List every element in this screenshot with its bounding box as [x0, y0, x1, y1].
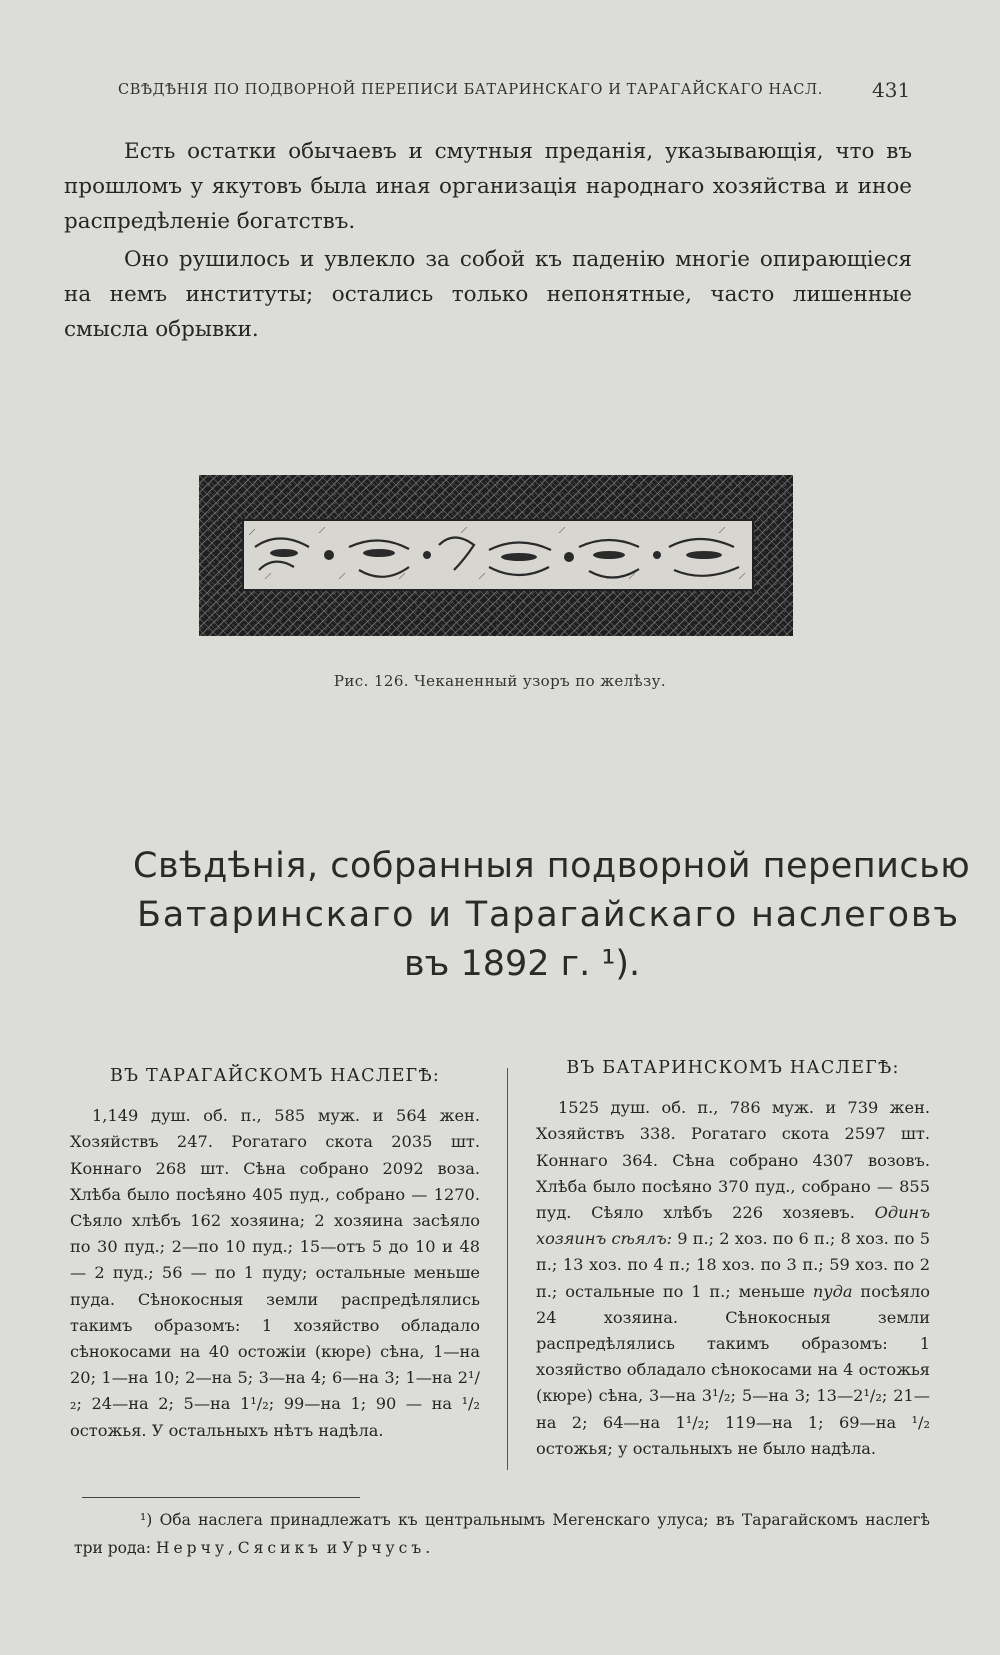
running-head: СВѢДѢНІЯ ПО ПОДВОРНОЙ ПЕРЕПИСИ БАТАРИНСКАГО И ТАРАГАЙСКАГО НАСЛ. — [118, 82, 823, 98]
intro-paragraph-1: Есть остатки обычаевъ и смутныя преданія, указывающія, что въ прошломъ у якутовъ была иная организація народнаго хозяйства и иное распредѣленіе богатствъ. — [64, 139, 912, 234]
clan-name-urchus: Урчусъ — [342, 1539, 426, 1557]
footnote-rule — [82, 1497, 360, 1498]
batarin-text-part-1: 1525 душ. об. п., 786 муж. и 739 жен. Хозяйствъ 338. Рогатаго скота 2597 шт. Коннаго 364. Сѣна собрано 4307 возовъ. Хлѣба было посѣяно 370 пуд., собрано — 855 пуд. Сѣяло хлѣбъ 226 хозяевъ. — [536, 1098, 930, 1223]
batarin-column — [536, 1055, 930, 1462]
footnote-sep-2: и — [322, 1539, 343, 1557]
batarin-text-part-3: посѣяло 24 хозяина. Сѣнокосныя земли распредѣлялись такимъ образомъ: 1 хозяйство обладало сѣнокосами на 4 остожья (кюре) сѣна, 3—на 3¹/₂; 5—на 3; 13—2¹/₂; 21—на 2; 64—на 1¹/₂; 119—на 1; 69—на ¹/₂ остожья; у остальныхъ не было надѣла. — [536, 1281, 931, 1458]
batarin-text-italic-2: пуда — [812, 1281, 853, 1301]
clan-name-syasik: Сясикъ — [237, 1539, 322, 1557]
section-title-line-2: Батаринскаго и Тарагайскаго наслеговъ — [137, 895, 960, 935]
batarin-text-part-2: 9 п.; 2 хоз. по 6 п.; 8 хоз. по 5 п.; 13 хоз. по 4 п.; 18 хоз. по 3 п.; 59 хоз. по 2 п.; остальные по 1 п.; меньше — [536, 1229, 931, 1301]
taragai-heading: ВЪ ТАРАГАЙСКОМЪ НАСЛЕГѢ: — [110, 1066, 440, 1086]
footnote-sep-1: , — [227, 1539, 238, 1557]
clan-name-nerchu: Нерчу — [155, 1539, 228, 1557]
intro-paragraph-2: Оно рушилось и увлекло за собой къ паденію многіе опирающіеся на немъ институты; остались только непонятные, часто лишенные смысла обрывки. — [64, 247, 912, 342]
footnote-end: . — [425, 1539, 431, 1557]
section-title-line-3: въ 1892 г. ¹). — [404, 944, 641, 984]
footnote-text: ¹) Оба наслега принадлежатъ къ центральнымъ Мегенскаго улуса; въ Тарагайскомъ наслегѣ три рода: — [74, 1511, 930, 1557]
footnote — [74, 1506, 930, 1562]
ornament-figure — [199, 475, 793, 636]
batarin-text-italic-1: Одинъ хозяинъ сѣялъ: — [536, 1203, 930, 1249]
taragai-census-text: 1,149 душ. об. п., 585 муж. и 564 жен. Хозяйствъ 247. Рогатаго скота 2035 шт. Коннаго 268 шт. Сѣна собрано 2092 воза. Хлѣба было посѣяно 405 пуд., собрано — 1270. Сѣяло хлѣбъ 162 хозяина; 2 хозяина засѣяло по 30 пуд.; 2—по 10 пуд.; 15—отъ 5 до 10 и 48 — 2 пуд.; 56 — по 1 пуду; остальные меньше пуда. Сѣнокосныя земли распредѣлялись такимъ образомъ: 1 хозяйство обладало сѣнокосами на 40 остожіи (кюре) сѣна, 1—на 20; 1—на 10; 2—на 5; 3—на 4; 6—на 3; 1—на 2¹/₂; 24—на 2; 5—на 1¹/₂; 99—на 1; 90 — на ¹/₂ остожья. У остальныхъ нѣтъ надѣла. — [70, 1106, 480, 1440]
page-number: 431 — [872, 78, 911, 102]
taragai-column — [70, 1063, 480, 1444]
chased-iron-pattern-image — [199, 475, 793, 636]
column-divider — [507, 1068, 508, 1470]
section-title-line-1: Свѣдѣнія, собранныя подворной переписью — [133, 846, 971, 886]
batarin-census-text — [536, 1095, 930, 1462]
figure-caption: Рис. 126. Чеканенный узоръ по желѣзу. — [333, 672, 667, 690]
intro-text — [64, 134, 912, 350]
batarin-heading: ВЪ БАТАРИНСКОМЪ НАСЛЕГѢ: — [566, 1058, 900, 1078]
